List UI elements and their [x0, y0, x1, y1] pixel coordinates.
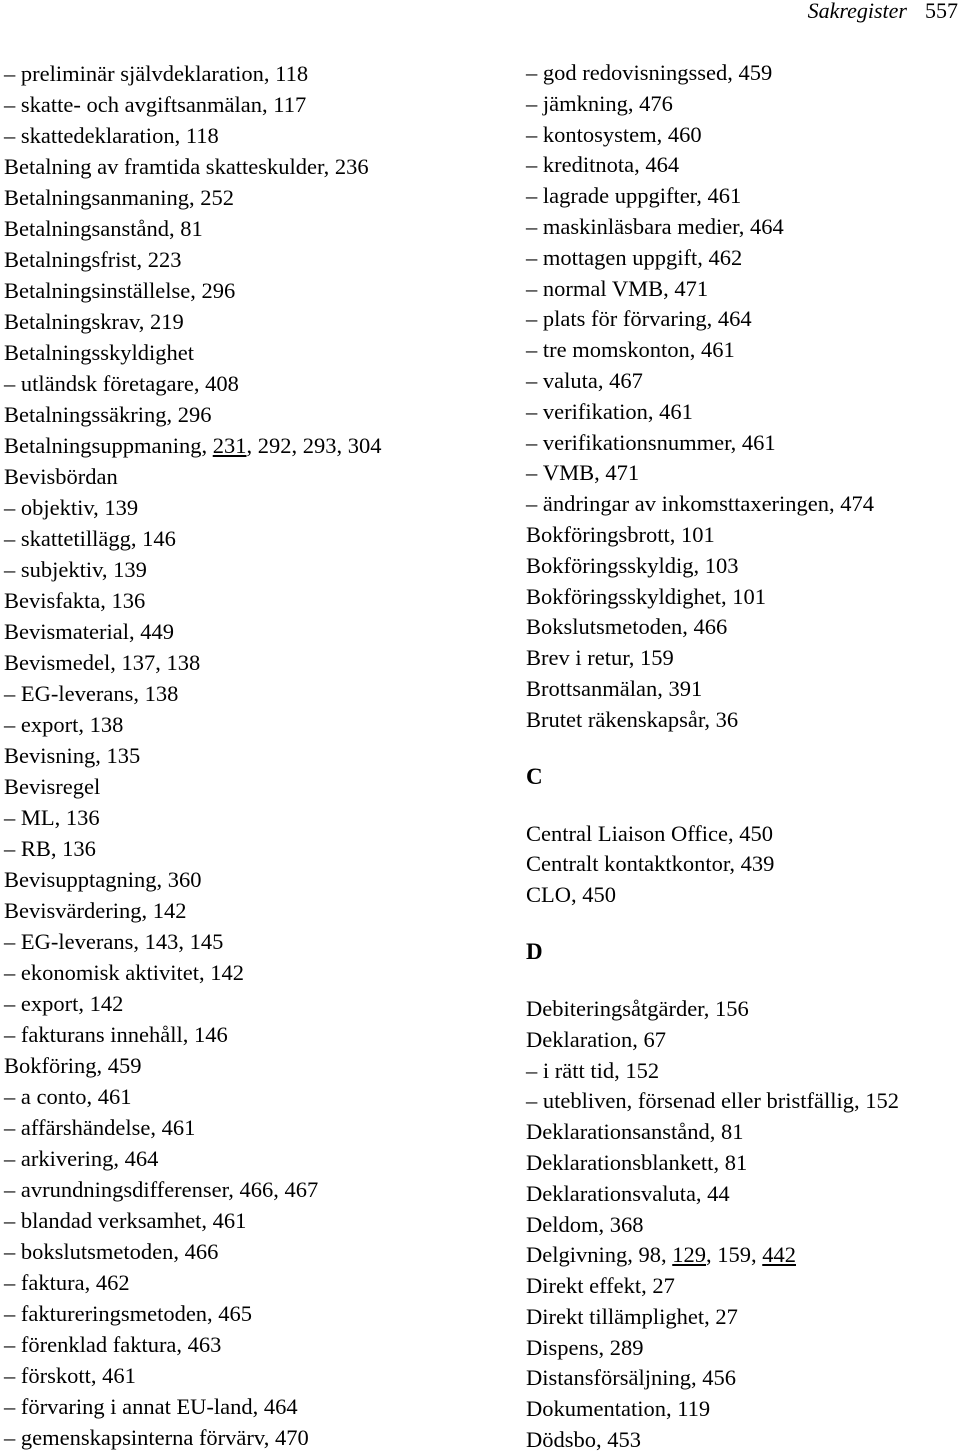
- index-subentry: – lagrade uppgifter, 461: [526, 181, 958, 212]
- index-subentry: – EG-leverans, 143, 145: [4, 926, 504, 957]
- index-entry: Direkt tillämplighet, 27: [526, 1303, 738, 1329]
- index-entry: Betalningskrav, 219: [4, 309, 184, 334]
- index-subentry: – gemenskapsinterna förvärv, 470: [4, 1422, 504, 1453]
- index-entry: Betalningsinställelse, 296: [4, 278, 236, 303]
- index-subentry: – maskinläsbara medier, 464: [526, 212, 958, 243]
- index-entry: Bevisbördan: [4, 464, 118, 489]
- section-letter-heading: C: [526, 763, 543, 789]
- index-subentry: – RB, 136: [4, 833, 504, 864]
- index-subentry: – export, 142: [4, 988, 504, 1019]
- index-subentry: – objektiv, 139: [4, 492, 504, 523]
- index-subentry: – affärshändelse, 461: [4, 1112, 504, 1143]
- index-subentry: – förskott, 461: [4, 1360, 504, 1391]
- index-subentry: – bokslutsmetoden, 466: [4, 1236, 504, 1267]
- index-subentry: – ML, 136: [4, 802, 504, 833]
- index-entry: Delgivning, 98, 129, 159, 442: [526, 1242, 796, 1268]
- index-subentry: – verifikationsnummer, 461: [526, 428, 958, 459]
- index-subentry: – valuta, 467: [526, 366, 958, 397]
- index-subentry: – i rätt tid, 152: [526, 1056, 958, 1087]
- index-subentry: – kreditnota, 464: [526, 150, 958, 181]
- index-subentry: – subjektiv, 139: [4, 554, 504, 585]
- running-header: [808, 0, 958, 24]
- index-entry: Dödsbo, 453: [526, 1427, 642, 1453]
- index-entry: Brev i retur, 159: [526, 645, 674, 671]
- index-entry: Bevisfakta, 136: [4, 588, 146, 613]
- index-entry: Betalningsskyldighet: [4, 340, 194, 365]
- index-subentry: – skattetillägg, 146: [4, 523, 504, 554]
- index-entry: Bokföring, 459: [4, 1053, 142, 1078]
- index-entry: Deldom, 368: [526, 1211, 644, 1237]
- index-subentry: – ekonomisk aktivitet, 142: [4, 957, 504, 988]
- main-page-reference: 129: [672, 1242, 706, 1268]
- main-page-reference: 231: [212, 433, 247, 458]
- index-subentry: – normal VMB, 471: [526, 274, 958, 305]
- index-entry: Bevisregel: [4, 774, 101, 799]
- index-entry: Betalningsfrist, 223: [4, 247, 182, 272]
- index-subentry: – utländsk företagare, 408: [4, 368, 504, 399]
- index-subentry: – blandad verksamhet, 461: [4, 1205, 504, 1236]
- index-subentry: – VMB, 471: [526, 458, 958, 489]
- index-entry: Bokföringsbrott, 101: [526, 521, 715, 547]
- index-entry: Betalning av framtida skatteskulder, 236: [4, 154, 369, 179]
- index-entry: Centralt kontaktkontor, 439: [526, 851, 775, 877]
- index-entry: Betalningsuppmaning, 231, 292, 293, 304: [4, 433, 382, 458]
- index-subentry: – faktureringsmetoden, 465: [4, 1298, 504, 1329]
- index-entry: Central Liaison Office, 450: [526, 820, 774, 846]
- index-subentry: – fakturans innehåll, 146: [4, 1019, 504, 1050]
- page-number: 557: [925, 0, 958, 23]
- index-subentry: – förvaring i annat EU-land, 464: [4, 1391, 504, 1422]
- section-letter-heading: D: [526, 938, 543, 964]
- main-page-reference: 442: [762, 1242, 796, 1268]
- index-entry: Debiteringsåtgärder, 156: [526, 995, 749, 1021]
- index-subentry: – arkivering, 464: [4, 1143, 504, 1174]
- index-entry: Brutet räkenskapsår, 36: [526, 706, 739, 732]
- index-subentry: – preliminär självdeklaration, 118: [4, 58, 504, 89]
- index-subentry: – plats för förvaring, 464: [526, 304, 958, 335]
- index-entry: Dokumentation, 119: [526, 1396, 711, 1422]
- index-entry: CLO, 450: [526, 882, 616, 908]
- index-column-left: [4, 58, 504, 1453]
- index-entry: Bevisvärdering, 142: [4, 898, 187, 923]
- index-entry: Bokslutsmetoden, 466: [526, 614, 728, 640]
- index-subentry: – avrundningsdifferenser, 466, 467: [4, 1174, 504, 1205]
- index-entry: Bevisupptagning, 360: [4, 867, 202, 892]
- index-entry: Deklarationsvaluta, 44: [526, 1180, 730, 1206]
- index-subentry: – skattedeklaration, 118: [4, 120, 504, 151]
- index-entry: Deklarationsanstånd, 81: [526, 1119, 744, 1145]
- index-subentry: – utebliven, försenad eller bristfällig, 152: [526, 1086, 958, 1117]
- index-entry: Brottsanmälan, 391: [526, 675, 703, 701]
- index-entry: Betalningssäkring, 296: [4, 402, 212, 427]
- index-entry: Betalningsanmaning, 252: [4, 185, 234, 210]
- index-entry: Bokföringsskyldighet, 101: [526, 583, 766, 609]
- index-entry: Deklaration, 67: [526, 1026, 666, 1052]
- index-entry: Deklarationsblankett, 81: [526, 1149, 748, 1175]
- index-subentry: – a conto, 461: [4, 1081, 504, 1112]
- index-column-right: [526, 58, 958, 1456]
- index-entry: Distansförsäljning, 456: [526, 1365, 736, 1391]
- index-subentry: – mottagen uppgift, 462: [526, 243, 958, 274]
- index-entry: Bokföringsskyldig, 103: [526, 552, 739, 578]
- index-entry: Bevismaterial, 449: [4, 619, 174, 644]
- index-subentry: – faktura, 462: [4, 1267, 504, 1298]
- index-subentry: – skatte- och avgiftsanmälan, 117: [4, 89, 504, 120]
- index-subentry: – verifikation, 461: [526, 397, 958, 428]
- index-subentry: – tre momskonton, 461: [526, 335, 958, 366]
- index-subentry: – ändringar av inkomsttaxeringen, 474: [526, 489, 958, 520]
- running-title: Sakregister: [807, 0, 907, 23]
- index-subentry: – god redovisningssed, 459: [526, 58, 958, 89]
- index-entry: Betalningsanstånd, 81: [4, 216, 203, 241]
- index-subentry: – jämkning, 476: [526, 89, 958, 120]
- index-entry: Dispens, 289: [526, 1334, 644, 1360]
- index-subentry: – EG-leverans, 138: [4, 678, 504, 709]
- index-entry: Bevismedel, 137, 138: [4, 650, 201, 675]
- index-subentry: – förenklad faktura, 463: [4, 1329, 504, 1360]
- index-entry: Direkt effekt, 27: [526, 1273, 675, 1299]
- index-subentry: – export, 138: [4, 709, 504, 740]
- index-entry: Bevisning, 135: [4, 743, 141, 768]
- index-subentry: – kontosystem, 460: [526, 120, 958, 151]
